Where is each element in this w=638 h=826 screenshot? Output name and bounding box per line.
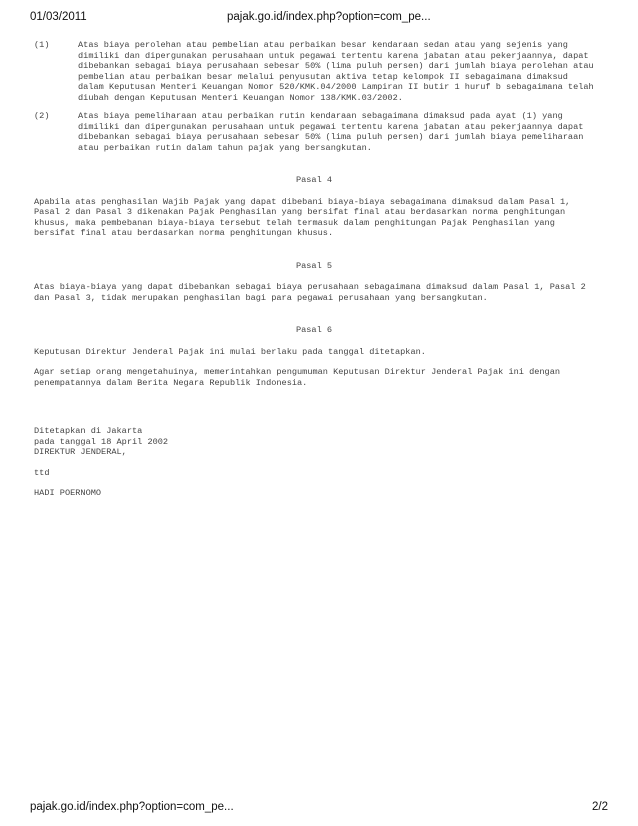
pasal-4-heading: Pasal 4 [295, 175, 333, 185]
document-body [34, 40, 594, 499]
signature-title: DIREKTUR JENDERAL, [34, 447, 127, 457]
signature-ttd: ttd [34, 467, 50, 478]
pasal-4-text: Apabila atas penghasilan Wajib Pajak yang dapat dibebani biaya-biaya sebagaimana dimaksud dalam Pasal 1, Pasal 2 dan Pasal 3 dikenakan Pajak Penghasilan yang bersifat final atau berdasarkan norma penghitungan khusus, maka pembebanan biaya-biaya tersebut telah termasuk dalam penghitungan Pajak Penghasilan yang bersifat final atau berdasarkan norma penghitungan khusus. [34, 196, 571, 238]
item-text: Atas biaya perolehan atau pembelian atau perbaikan besar kendaraan sedan atau yang sejenis yang dimiliki dan dipergunakan perusahaan untuk pegawai tertentu karena jabatan atau pekerjaannya, dapat dibebankan sebagai biaya perusahaan sebesar 50% (lima puluh persen) dari jumlah biaya perolehan atau pembelian atau perbaikan besar melalui penyusutan aktiva tetap kelompok II sebagaimana dimaksud dalam Keputusan Menteri Keuangan Nomor 520/KMK.04/2000 Lampiran II butir 1 huruf b sebagaimana telah diubah dengan Keputusan Menteri Keuangan Nomor 138/KMK.03/2002. [78, 40, 594, 103]
pasal-5-heading: Pasal 5 [295, 260, 333, 271]
pasal-6-heading: Pasal 6 [295, 325, 333, 335]
pasal-6-text-1: Keputusan Direktur Jenderal Pajak ini mulai berlaku pada tanggal ditetapkan. [34, 346, 426, 357]
signatory-name: HADI POERNOMO [34, 488, 102, 498]
signature-block [34, 426, 594, 499]
signature-place: Ditetapkan di Jakarta [34, 426, 143, 436]
item-number: (1) [34, 40, 50, 50]
pasal-5-text: Atas biaya-biaya yang dapat dibebankan sebagai biaya perusahaan sebagaimana dimaksud dalam Pasal 1, Pasal 2 dan Pasal 3, tidak merupakan penghasilan bagi para pegawai perusahaan yang bersangkutan. [34, 282, 586, 303]
item-number: (2) [34, 111, 50, 121]
print-header-url: pajak.go.id/index.php?option=com_pe... [227, 11, 431, 23]
print-footer-url: pajak.go.id/index.php?option=com_pe... [30, 801, 234, 813]
pasal-6-text-2: Agar setiap orang mengetahuinya, memerintahkan pengumuman Keputusan Direktur Jenderal Pajak ini dengan penempatannya dalam Berita Negara Republik Indonesia. [34, 367, 561, 388]
page-number: 2/2 [592, 801, 608, 813]
list-item [34, 40, 594, 103]
list-item [34, 111, 594, 153]
print-footer [0, 795, 638, 815]
print-date: 01/03/2011 [30, 11, 87, 23]
item-text: Atas biaya pemeliharaan atau perbaikan rutin kendaraan sebagaimana dimaksud pada ayat (1) yang dimiliki dan dipergunakan perusahaan untuk pegawai tertentu karena jabatan atau pekerjaannya dapat dibebankan sebagai biaya perusahaan sebesar 50% (lima puluh persen) dari jumlah biaya pemeliharaan atau perbaikan rutin dalam tahun pajak yang bersangkutan. [78, 111, 584, 153]
signature-date: pada tanggal 18 April 2002 [34, 436, 169, 447]
print-header [0, 5, 638, 25]
